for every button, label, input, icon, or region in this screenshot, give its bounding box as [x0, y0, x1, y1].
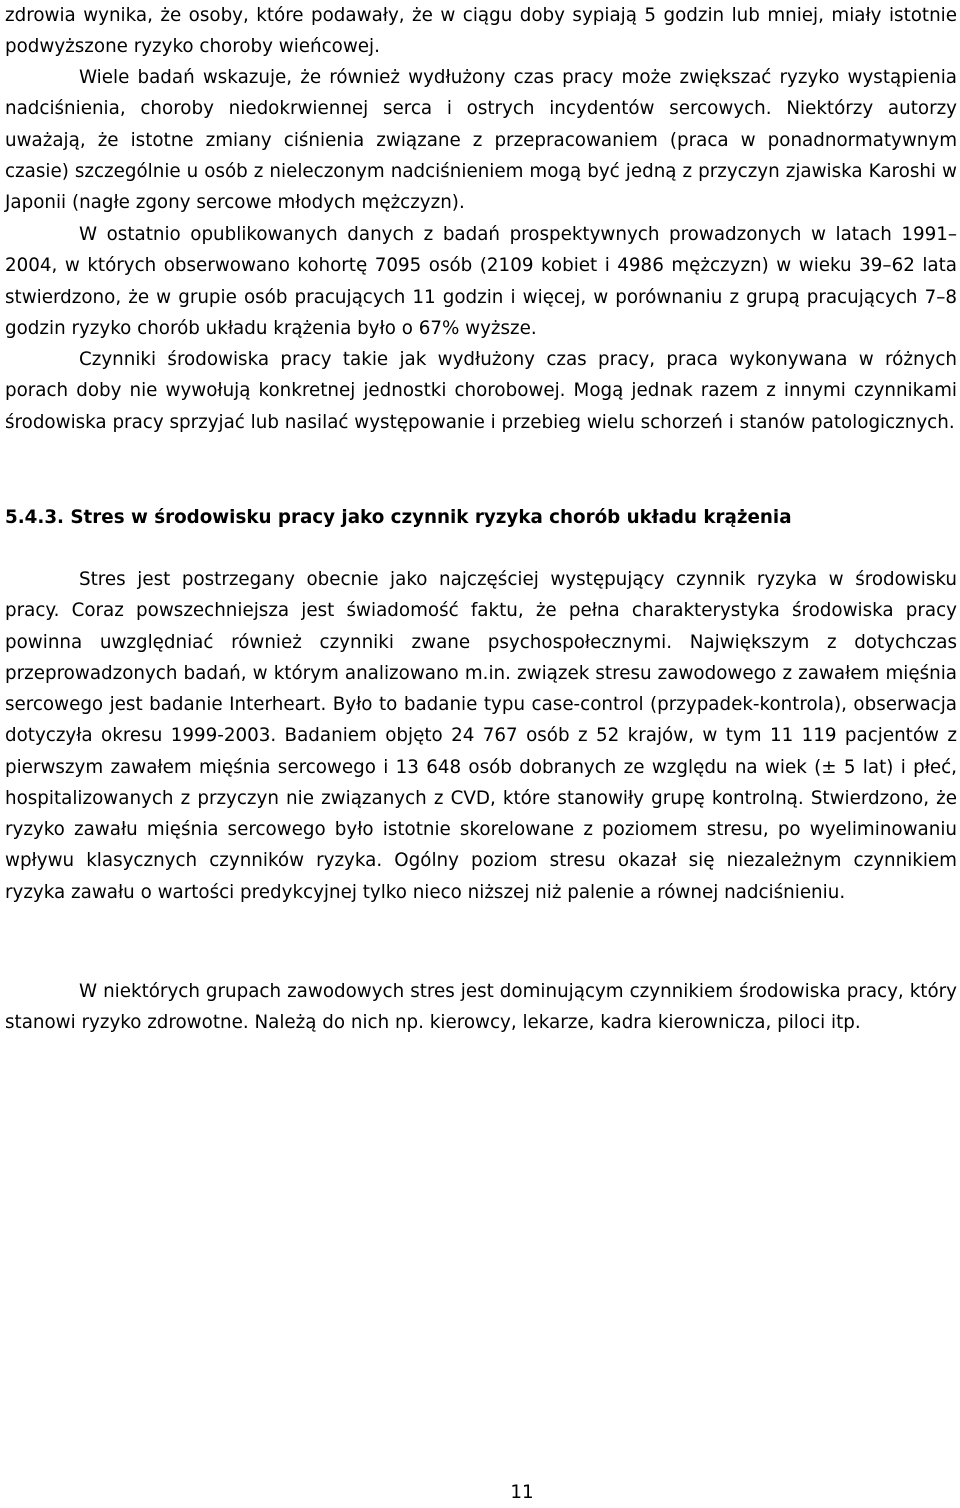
- section-title: Stres w środowisku pracy jako czynnik ryzyka chorób układu krążenia: [70, 507, 792, 528]
- page-number: 11: [510, 1482, 534, 1503]
- section-number: 5.4.3.: [5, 507, 64, 528]
- section-heading: [5, 502, 957, 533]
- document-page: [5, 0, 957, 1501]
- paragraph-prospective-study: W ostatnio opublikowanych danych z badań prospektywnych prowadzonych w latach 1991–2004, w których obserwowano kohortę 7095 osób (2109 kobiet i 4986 mężczyzn) w wieku 39–62 lata stwierdzono, że w grupie osób pracujących 11 godzin i więcej, w porównaniu z grupą pracujących 7–8 godzin ryzyko chorób układu krążenia było o 67% wyższe.: [5, 224, 957, 339]
- paragraph-occupational-groups: W niektórych grupach zawodowych stres jest dominującym czynnikiem środowiska pracy, który stanowi ryzyko zdrowotne. Należą do nich np. kierowcy, lekarze, kadra kierownicza, piloci itp.: [5, 981, 957, 1034]
- paragraph-stress-interheart: Stres jest postrzegany obecnie jako najczęściej występujący czynnik ryzyka w środowisku pracy. Coraz powszechniejsza jest świadomość faktu, że pełna charakterystyka środowiska pracy powinna uwzględniać również czynniki zwane psychospołecznymi. Największym z dotychczas przeprowadzonych badań, w którym analizowano m.in. związek stresu zawodowego z zawałem mięśnia sercowego jest badanie Interheart. Było to badanie typu case-control (przypadek-kontrola), obserwacja dotyczyła okresu 1999-2003. Badaniem objęto 24 767 osób z 52 krajów, w tym 11 119 pacjentów z pierwszym zawałem mięśnia sercowego i 13 648 osób dobranych ze względu na wiek (± 5 lat) i płeć, hospitalizowanych z przyczyn nie związanych z CVD, które stanowiły grupę kontrolną. Stwierdzono, że ryzyko zawału mięśnia sercowego było istotnie skorelowane z poziomem stresu, po wyeliminowaniu wpływu klasycznych czynników ryzyka. Ogólny poziom stresu okazał się niezależnym czynnikiem ryzyka zawału o wartości predykcyjnej tylko nieco niższej niż palenie a równej nadciśnieniu.: [5, 569, 957, 903]
- paragraph-work-environment-factors: Czynniki środowiska pracy takie jak wydłużony czas pracy, praca wykonywana w różnych porach doby nie wywołują konkretnej jednostki chorobowej. Mogą jednak razem z innymi czynnikami środowiska pracy sprzyjać lub nasilać występowanie i przebieg wielu schorzeń i stanów patologicznych.: [5, 349, 957, 433]
- paragraph-continuation: zdrowia wynika, że osoby, które podawały, że w ciągu doby sypiają 5 godzin lub mniej, miały istotnie podwyższone ryzyko choroby wieńcowej.: [5, 5, 957, 58]
- paragraph-long-working-hours: Wiele badań wskazuje, że również wydłużony czas pracy może zwiększać ryzyko wystąpienia nadciśnienia, choroby niedokrwiennej serca i ostrych incydentów sercowych. Niektórzy autorzy uważają, że istotne zmiany ciśnienia związane z przepracowaniem (praca w ponadnormatywnym czasie) szczególnie u osób z nieleczonym nadciśnieniem mogą być jedną z przyczyn zjawiska Karoshi w Japonii (nagłe zgony sercowe młodych mężczyzn).: [5, 67, 957, 213]
